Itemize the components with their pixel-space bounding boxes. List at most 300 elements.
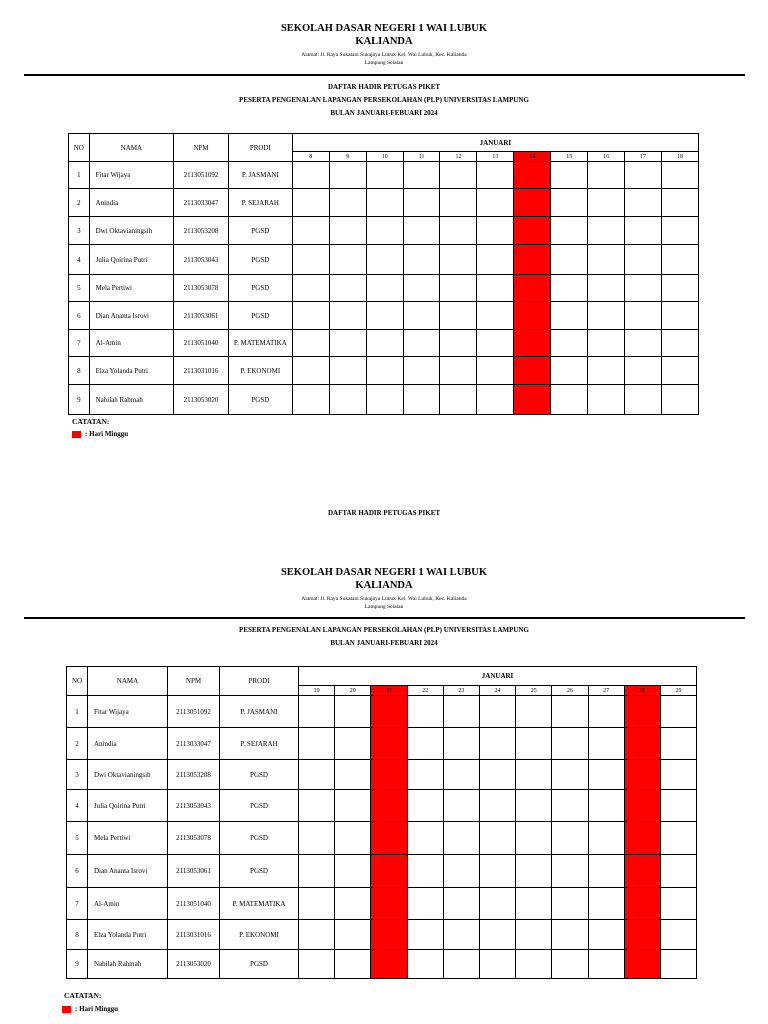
- attendance-cell[interactable]: [552, 855, 588, 888]
- cell-no: 6: [67, 855, 88, 888]
- table-row: [67, 822, 697, 855]
- sheet1-letterhead: [0, 22, 768, 67]
- attendance-cell[interactable]: [477, 162, 514, 189]
- attendance-cell[interactable]: [403, 385, 440, 415]
- attendance-cell[interactable]: [403, 275, 440, 302]
- attendance-cell[interactable]: [329, 245, 366, 275]
- cell-no: 7: [67, 888, 88, 920]
- table-row: [69, 357, 699, 385]
- attendance-cell[interactable]: [299, 790, 335, 822]
- attendance-cell[interactable]: [292, 385, 329, 415]
- cell-no: 2: [69, 189, 90, 217]
- cell-name: Nabilah Rahmah: [89, 385, 174, 415]
- attendance-cell[interactable]: [440, 385, 477, 415]
- attendance-cell[interactable]: [292, 330, 329, 357]
- col-header-no: NO: [69, 134, 90, 162]
- attendance-cell[interactable]: [588, 162, 625, 189]
- attendance-cell[interactable]: [625, 330, 662, 357]
- attendance-cell[interactable]: [440, 217, 477, 245]
- attendance-cell[interactable]: [443, 760, 479, 790]
- attendance-cell-sunday[interactable]: [514, 189, 551, 217]
- address-line: Alamat: Jl. Raya Sukatani Sukajaya Lubuk Kel. Wai Lubuk, Kec. Kalianda: [301, 596, 467, 602]
- attendance-cell[interactable]: [662, 245, 699, 275]
- attendance-cell[interactable]: [660, 950, 696, 979]
- attendance-cell[interactable]: [588, 696, 624, 728]
- attendance-cell[interactable]: [407, 822, 443, 855]
- attendance-cell-sunday[interactable]: [371, 920, 407, 950]
- cell-npm: 2113051092: [174, 162, 229, 189]
- cell-no: 8: [67, 920, 88, 950]
- attendance-cell[interactable]: [335, 920, 371, 950]
- cell-no: 3: [69, 217, 90, 245]
- attendance-cell[interactable]: [366, 275, 403, 302]
- day-header: 21: [371, 686, 407, 696]
- cell-name: Julia Qoirina Putri: [89, 245, 174, 275]
- attendance-cell[interactable]: [552, 790, 588, 822]
- cell-name: Nabilah Rahmah: [88, 950, 168, 979]
- attendance-cell[interactable]: [552, 888, 588, 920]
- attendance-cell[interactable]: [551, 162, 588, 189]
- attendance-cell[interactable]: [516, 855, 552, 888]
- attendance-cell[interactable]: [551, 357, 588, 385]
- cell-prodi: PGSD: [220, 855, 299, 888]
- attendance-cell[interactable]: [299, 728, 335, 760]
- table-row: [69, 245, 699, 275]
- day-header: 19: [299, 686, 335, 696]
- cell-npm: 2113053208: [174, 217, 229, 245]
- attendance-cell[interactable]: [588, 822, 624, 855]
- attendance-cell[interactable]: [403, 189, 440, 217]
- attendance-cell[interactable]: [552, 920, 588, 950]
- attendance-cell[interactable]: [329, 302, 366, 330]
- attendance-cell[interactable]: [552, 696, 588, 728]
- attendance-cell[interactable]: [551, 385, 588, 415]
- attendance-table-1: [68, 133, 699, 415]
- attendance-cell-sunday[interactable]: [514, 302, 551, 330]
- attendance-cell[interactable]: [551, 189, 588, 217]
- attendance-cell[interactable]: [407, 728, 443, 760]
- cell-prodi: PGSD: [228, 302, 292, 330]
- attendance-cell[interactable]: [552, 822, 588, 855]
- attendance-cell[interactable]: [440, 189, 477, 217]
- cell-npm: 2113053020: [168, 950, 220, 979]
- attendance-cell[interactable]: [477, 385, 514, 415]
- attendance-cell[interactable]: [403, 245, 440, 275]
- attendance-cell[interactable]: [479, 822, 515, 855]
- attendance-cell[interactable]: [625, 357, 662, 385]
- attendance-cell[interactable]: [588, 855, 624, 888]
- attendance-cell[interactable]: [366, 217, 403, 245]
- attendance-cell[interactable]: [403, 302, 440, 330]
- sheet1-period: BULAN JANUARI-FEBUARI 2024: [330, 109, 438, 117]
- cell-no: 1: [69, 162, 90, 189]
- col-header-month: JANUARI: [292, 134, 698, 152]
- attendance-cell[interactable]: [662, 385, 699, 415]
- attendance-cell[interactable]: [516, 728, 552, 760]
- attendance-cell[interactable]: [588, 302, 625, 330]
- attendance-cell[interactable]: [625, 217, 662, 245]
- attendance-cell[interactable]: [407, 855, 443, 888]
- attendance-cell-sunday[interactable]: [624, 790, 660, 822]
- attendance-cell[interactable]: [440, 162, 477, 189]
- school-city: KALIANDA: [355, 580, 413, 591]
- sunday-swatch-icon: [72, 431, 81, 438]
- attendance-cell[interactable]: [292, 357, 329, 385]
- attendance-cell-sunday[interactable]: [624, 888, 660, 920]
- attendance-cell[interactable]: [329, 275, 366, 302]
- cell-name: Mela Pertiwi: [89, 275, 174, 302]
- attendance-cell[interactable]: [662, 357, 699, 385]
- attendance-cell[interactable]: [479, 728, 515, 760]
- cell-no: 9: [67, 950, 88, 979]
- attendance-cell-sunday[interactable]: [371, 696, 407, 728]
- attendance-cell[interactable]: [403, 330, 440, 357]
- attendance-cell-sunday[interactable]: [624, 760, 660, 790]
- attendance-cell-sunday[interactable]: [371, 855, 407, 888]
- day-header: 14: [514, 152, 551, 162]
- attendance-cell[interactable]: [625, 162, 662, 189]
- attendance-cell[interactable]: [299, 760, 335, 790]
- attendance-cell[interactable]: [588, 790, 624, 822]
- attendance-cell[interactable]: [299, 920, 335, 950]
- attendance-cell[interactable]: [479, 855, 515, 888]
- attendance-cell[interactable]: [625, 245, 662, 275]
- col-header-prodi: PRODI: [220, 667, 299, 696]
- attendance-cell[interactable]: [366, 330, 403, 357]
- cell-prodi: P. SEJARAH: [228, 189, 292, 217]
- header-row: [67, 667, 697, 686]
- school-address: [0, 595, 768, 611]
- letterhead-divider: [24, 74, 745, 76]
- attendance-cell[interactable]: [366, 302, 403, 330]
- attendance-cell[interactable]: [477, 275, 514, 302]
- attendance-cell[interactable]: [588, 217, 625, 245]
- attendance-cell[interactable]: [479, 950, 515, 979]
- attendance-cell-sunday[interactable]: [624, 855, 660, 888]
- attendance-cell[interactable]: [588, 189, 625, 217]
- address-region: Lampung Selatan: [364, 604, 404, 610]
- cell-no: 4: [67, 790, 88, 822]
- attendance-cell[interactable]: [292, 189, 329, 217]
- attendance-cell[interactable]: [477, 357, 514, 385]
- attendance-cell[interactable]: [329, 217, 366, 245]
- attendance-cell[interactable]: [551, 302, 588, 330]
- attendance-cell[interactable]: [299, 950, 335, 979]
- attendance-cell[interactable]: [329, 357, 366, 385]
- attendance-cell[interactable]: [440, 245, 477, 275]
- attendance-cell[interactable]: [660, 888, 696, 920]
- attendance-cell[interactable]: [329, 162, 366, 189]
- cell-npm: 2113053043: [174, 245, 229, 275]
- attendance-cell[interactable]: [407, 696, 443, 728]
- attendance-cell[interactable]: [479, 790, 515, 822]
- table-row: [69, 330, 699, 357]
- attendance-cell-sunday[interactable]: [371, 950, 407, 979]
- cell-name: Elza Yolanda Putri: [89, 357, 174, 385]
- day-header: 28: [624, 686, 660, 696]
- attendance-cell-sunday[interactable]: [371, 822, 407, 855]
- table-row: [67, 920, 697, 950]
- attendance-cell[interactable]: [588, 760, 624, 790]
- attendance-cell[interactable]: [662, 162, 699, 189]
- attendance-cell[interactable]: [660, 760, 696, 790]
- day-header: 24: [479, 686, 515, 696]
- attendance-cell[interactable]: [625, 302, 662, 330]
- attendance-cell[interactable]: [477, 217, 514, 245]
- attendance-cell[interactable]: [477, 302, 514, 330]
- attendance-cell[interactable]: [299, 888, 335, 920]
- cell-npm: 2113053061: [174, 302, 229, 330]
- attendance-cell[interactable]: [588, 385, 625, 415]
- day-header: 26: [552, 686, 588, 696]
- day-header: 12: [440, 152, 477, 162]
- table-row: [67, 696, 697, 728]
- table-row: [69, 275, 699, 302]
- attendance-cell[interactable]: [588, 245, 625, 275]
- attendance-cell[interactable]: [407, 760, 443, 790]
- legend-text: : Hari Minggu: [75, 1005, 119, 1013]
- attendance-cell[interactable]: [588, 888, 624, 920]
- day-header: 17: [625, 152, 662, 162]
- attendance-cell[interactable]: [516, 950, 552, 979]
- cell-prodi: P. JASMANI: [228, 162, 292, 189]
- attendance-cell[interactable]: [662, 330, 699, 357]
- day-header: 8: [292, 152, 329, 162]
- attendance-cell[interactable]: [329, 189, 366, 217]
- attendance-cell[interactable]: [443, 855, 479, 888]
- attendance-cell[interactable]: [299, 855, 335, 888]
- day-header: 20: [335, 686, 371, 696]
- school-name: SEKOLAH DASAR NEGERI 1 WAI LUBUK: [280, 23, 488, 34]
- cell-prodi: P. SEJARAH: [220, 728, 299, 760]
- attendance-cell[interactable]: [551, 245, 588, 275]
- attendance-cell[interactable]: [329, 330, 366, 357]
- attendance-cell[interactable]: [443, 888, 479, 920]
- attendance-cell[interactable]: [479, 696, 515, 728]
- attendance-cell[interactable]: [292, 302, 329, 330]
- attendance-cell[interactable]: [588, 728, 624, 760]
- cell-prodi: PGSD: [228, 245, 292, 275]
- cell-name: Julia Qoirina Putri: [88, 790, 168, 822]
- day-header: 27: [588, 686, 624, 696]
- attendance-cell[interactable]: [625, 275, 662, 302]
- attendance-cell[interactable]: [407, 920, 443, 950]
- attendance-cell-sunday[interactable]: [371, 728, 407, 760]
- attendance-cell[interactable]: [335, 728, 371, 760]
- attendance-cell[interactable]: [335, 790, 371, 822]
- cell-prodi: PGSD: [220, 950, 299, 979]
- attendance-cell[interactable]: [551, 275, 588, 302]
- cell-npm: 2113053078: [168, 822, 220, 855]
- attendance-cell[interactable]: [335, 888, 371, 920]
- attendance-cell[interactable]: [662, 275, 699, 302]
- attendance-cell-sunday[interactable]: [514, 162, 551, 189]
- attendance-cell[interactable]: [588, 330, 625, 357]
- attendance-cell[interactable]: [516, 920, 552, 950]
- attendance-cell[interactable]: [292, 162, 329, 189]
- cell-no: 9: [69, 385, 90, 415]
- attendance-cell[interactable]: [335, 822, 371, 855]
- attendance-cell[interactable]: [443, 950, 479, 979]
- day-header: 23: [443, 686, 479, 696]
- attendance-cell[interactable]: [660, 822, 696, 855]
- attendance-cell[interactable]: [329, 385, 366, 415]
- cell-prodi: P. MATEMATIKA: [228, 330, 292, 357]
- attendance-cell[interactable]: [443, 822, 479, 855]
- attendance-table-2: [66, 666, 697, 979]
- table-row: [69, 385, 699, 415]
- attendance-cell[interactable]: [625, 385, 662, 415]
- cell-name: Dian Ananta Isrovi: [89, 302, 174, 330]
- col-header-prodi: PRODI: [228, 134, 292, 162]
- sheet2-subtitle: PESERTA PENGENALAN LAPANGAN PERSEKOLAHAN (PLP) UNIVERSITAS LAMPUNG: [239, 626, 529, 634]
- attendance-cell[interactable]: [366, 189, 403, 217]
- attendance-cell[interactable]: [407, 888, 443, 920]
- attendance-cell[interactable]: [443, 696, 479, 728]
- attendance-cell[interactable]: [552, 950, 588, 979]
- attendance-cell[interactable]: [588, 950, 624, 979]
- attendance-cell[interactable]: [660, 790, 696, 822]
- attendance-cell-sunday[interactable]: [514, 245, 551, 275]
- attendance-cell[interactable]: [407, 950, 443, 979]
- table-row: [67, 855, 697, 888]
- attendance-cell-sunday[interactable]: [624, 822, 660, 855]
- attendance-cell[interactable]: [440, 275, 477, 302]
- attendance-cell[interactable]: [516, 760, 552, 790]
- day-header: 13: [477, 152, 514, 162]
- attendance-cell[interactable]: [366, 245, 403, 275]
- attendance-cell[interactable]: [335, 760, 371, 790]
- cell-prodi: P. EKONOMI: [220, 920, 299, 950]
- attendance-cell[interactable]: [662, 217, 699, 245]
- attendance-cell[interactable]: [479, 760, 515, 790]
- attendance-cell[interactable]: [552, 728, 588, 760]
- cell-npm: 2113053043: [168, 790, 220, 822]
- attendance-cell[interactable]: [477, 245, 514, 275]
- attendance-cell[interactable]: [479, 888, 515, 920]
- sheet1-subtitle: PESERTA PENGENALAN LAPANGAN PERSEKOLAHAN (PLP) UNIVERSITAS LAMPUNG: [239, 96, 529, 104]
- cell-prodi: PGSD: [228, 385, 292, 415]
- attendance-cell[interactable]: [440, 302, 477, 330]
- attendance-cell[interactable]: [407, 790, 443, 822]
- cell-npm: 2113031016: [168, 920, 220, 950]
- attendance-cell[interactable]: [335, 950, 371, 979]
- cell-prodi: PGSD: [228, 217, 292, 245]
- cell-no: 4: [69, 245, 90, 275]
- attendance-cell[interactable]: [551, 330, 588, 357]
- attendance-cell-sunday[interactable]: [514, 357, 551, 385]
- attendance-cell[interactable]: [477, 330, 514, 357]
- col-header-name: NAMA: [88, 667, 168, 696]
- attendance-cell-sunday[interactable]: [514, 275, 551, 302]
- attendance-cell[interactable]: [366, 162, 403, 189]
- attendance-cell[interactable]: [516, 696, 552, 728]
- attendance-cell[interactable]: [625, 189, 662, 217]
- attendance-cell-sunday[interactable]: [371, 888, 407, 920]
- attendance-cell[interactable]: [662, 302, 699, 330]
- day-header: 16: [588, 152, 625, 162]
- attendance-cell[interactable]: [660, 728, 696, 760]
- attendance-cell-sunday[interactable]: [624, 728, 660, 760]
- legend: [72, 430, 128, 438]
- letterhead-divider: [24, 617, 745, 619]
- attendance-cell[interactable]: [443, 920, 479, 950]
- cell-name: Al-Amin: [89, 330, 174, 357]
- header-row: [69, 134, 699, 152]
- attendance-cell[interactable]: [292, 245, 329, 275]
- attendance-cell-sunday[interactable]: [514, 330, 551, 357]
- attendance-cell[interactable]: [299, 696, 335, 728]
- sunday-swatch-icon: [62, 1006, 71, 1013]
- attendance-cell[interactable]: [477, 189, 514, 217]
- attendance-cell[interactable]: [516, 790, 552, 822]
- sheet2-period: BULAN JANUARI-FEBUARI 2024: [330, 639, 438, 647]
- cell-no: 3: [67, 760, 88, 790]
- cell-name: Dwi Oktavianingsih: [89, 217, 174, 245]
- attendance-cell[interactable]: [660, 920, 696, 950]
- attendance-cell[interactable]: [552, 760, 588, 790]
- attendance-cell[interactable]: [516, 822, 552, 855]
- attendance-cell-sunday[interactable]: [514, 217, 551, 245]
- cell-npm: 2113051092: [168, 696, 220, 728]
- attendance-cell[interactable]: [403, 162, 440, 189]
- attendance-cell[interactable]: [551, 217, 588, 245]
- attendance-cell[interactable]: [335, 855, 371, 888]
- attendance-cell[interactable]: [443, 728, 479, 760]
- attendance-cell[interactable]: [299, 822, 335, 855]
- attendance-cell[interactable]: [403, 217, 440, 245]
- attendance-cell[interactable]: [516, 888, 552, 920]
- attendance-cell[interactable]: [403, 357, 440, 385]
- table-row: [67, 950, 697, 979]
- attendance-cell[interactable]: [440, 357, 477, 385]
- cell-npm: 2113053208: [168, 760, 220, 790]
- attendance-cell[interactable]: [443, 790, 479, 822]
- attendance-cell-sunday[interactable]: [624, 950, 660, 979]
- attendance-cell[interactable]: [662, 189, 699, 217]
- attendance-cell[interactable]: [588, 357, 625, 385]
- attendance-cell-sunday[interactable]: [624, 920, 660, 950]
- attendance-cell-sunday[interactable]: [624, 696, 660, 728]
- table-row: [69, 162, 699, 189]
- attendance-cell[interactable]: [335, 696, 371, 728]
- cell-name: Fitar Wijaya: [88, 696, 168, 728]
- attendance-cell[interactable]: [366, 357, 403, 385]
- cell-no: 6: [69, 302, 90, 330]
- attendance-cell[interactable]: [366, 385, 403, 415]
- cell-no: 5: [67, 822, 88, 855]
- legend: [62, 1005, 118, 1013]
- attendance-cell[interactable]: [588, 275, 625, 302]
- note-label: CATATAN:: [64, 991, 102, 1000]
- attendance-cell[interactable]: [292, 275, 329, 302]
- attendance-cell-sunday[interactable]: [371, 760, 407, 790]
- school-address: [0, 51, 768, 67]
- attendance-cell[interactable]: [660, 696, 696, 728]
- attendance-cell[interactable]: [660, 855, 696, 888]
- attendance-cell-sunday[interactable]: [514, 385, 551, 415]
- cell-npm: 2113053020: [174, 385, 229, 415]
- attendance-cell[interactable]: [479, 920, 515, 950]
- cell-no: 1: [67, 696, 88, 728]
- attendance-cell-sunday[interactable]: [371, 790, 407, 822]
- table-row: [69, 189, 699, 217]
- attendance-cell[interactable]: [440, 330, 477, 357]
- day-header: 10: [366, 152, 403, 162]
- sheet2-letterhead: [0, 566, 768, 611]
- attendance-cell[interactable]: [588, 920, 624, 950]
- attendance-cell[interactable]: [292, 217, 329, 245]
